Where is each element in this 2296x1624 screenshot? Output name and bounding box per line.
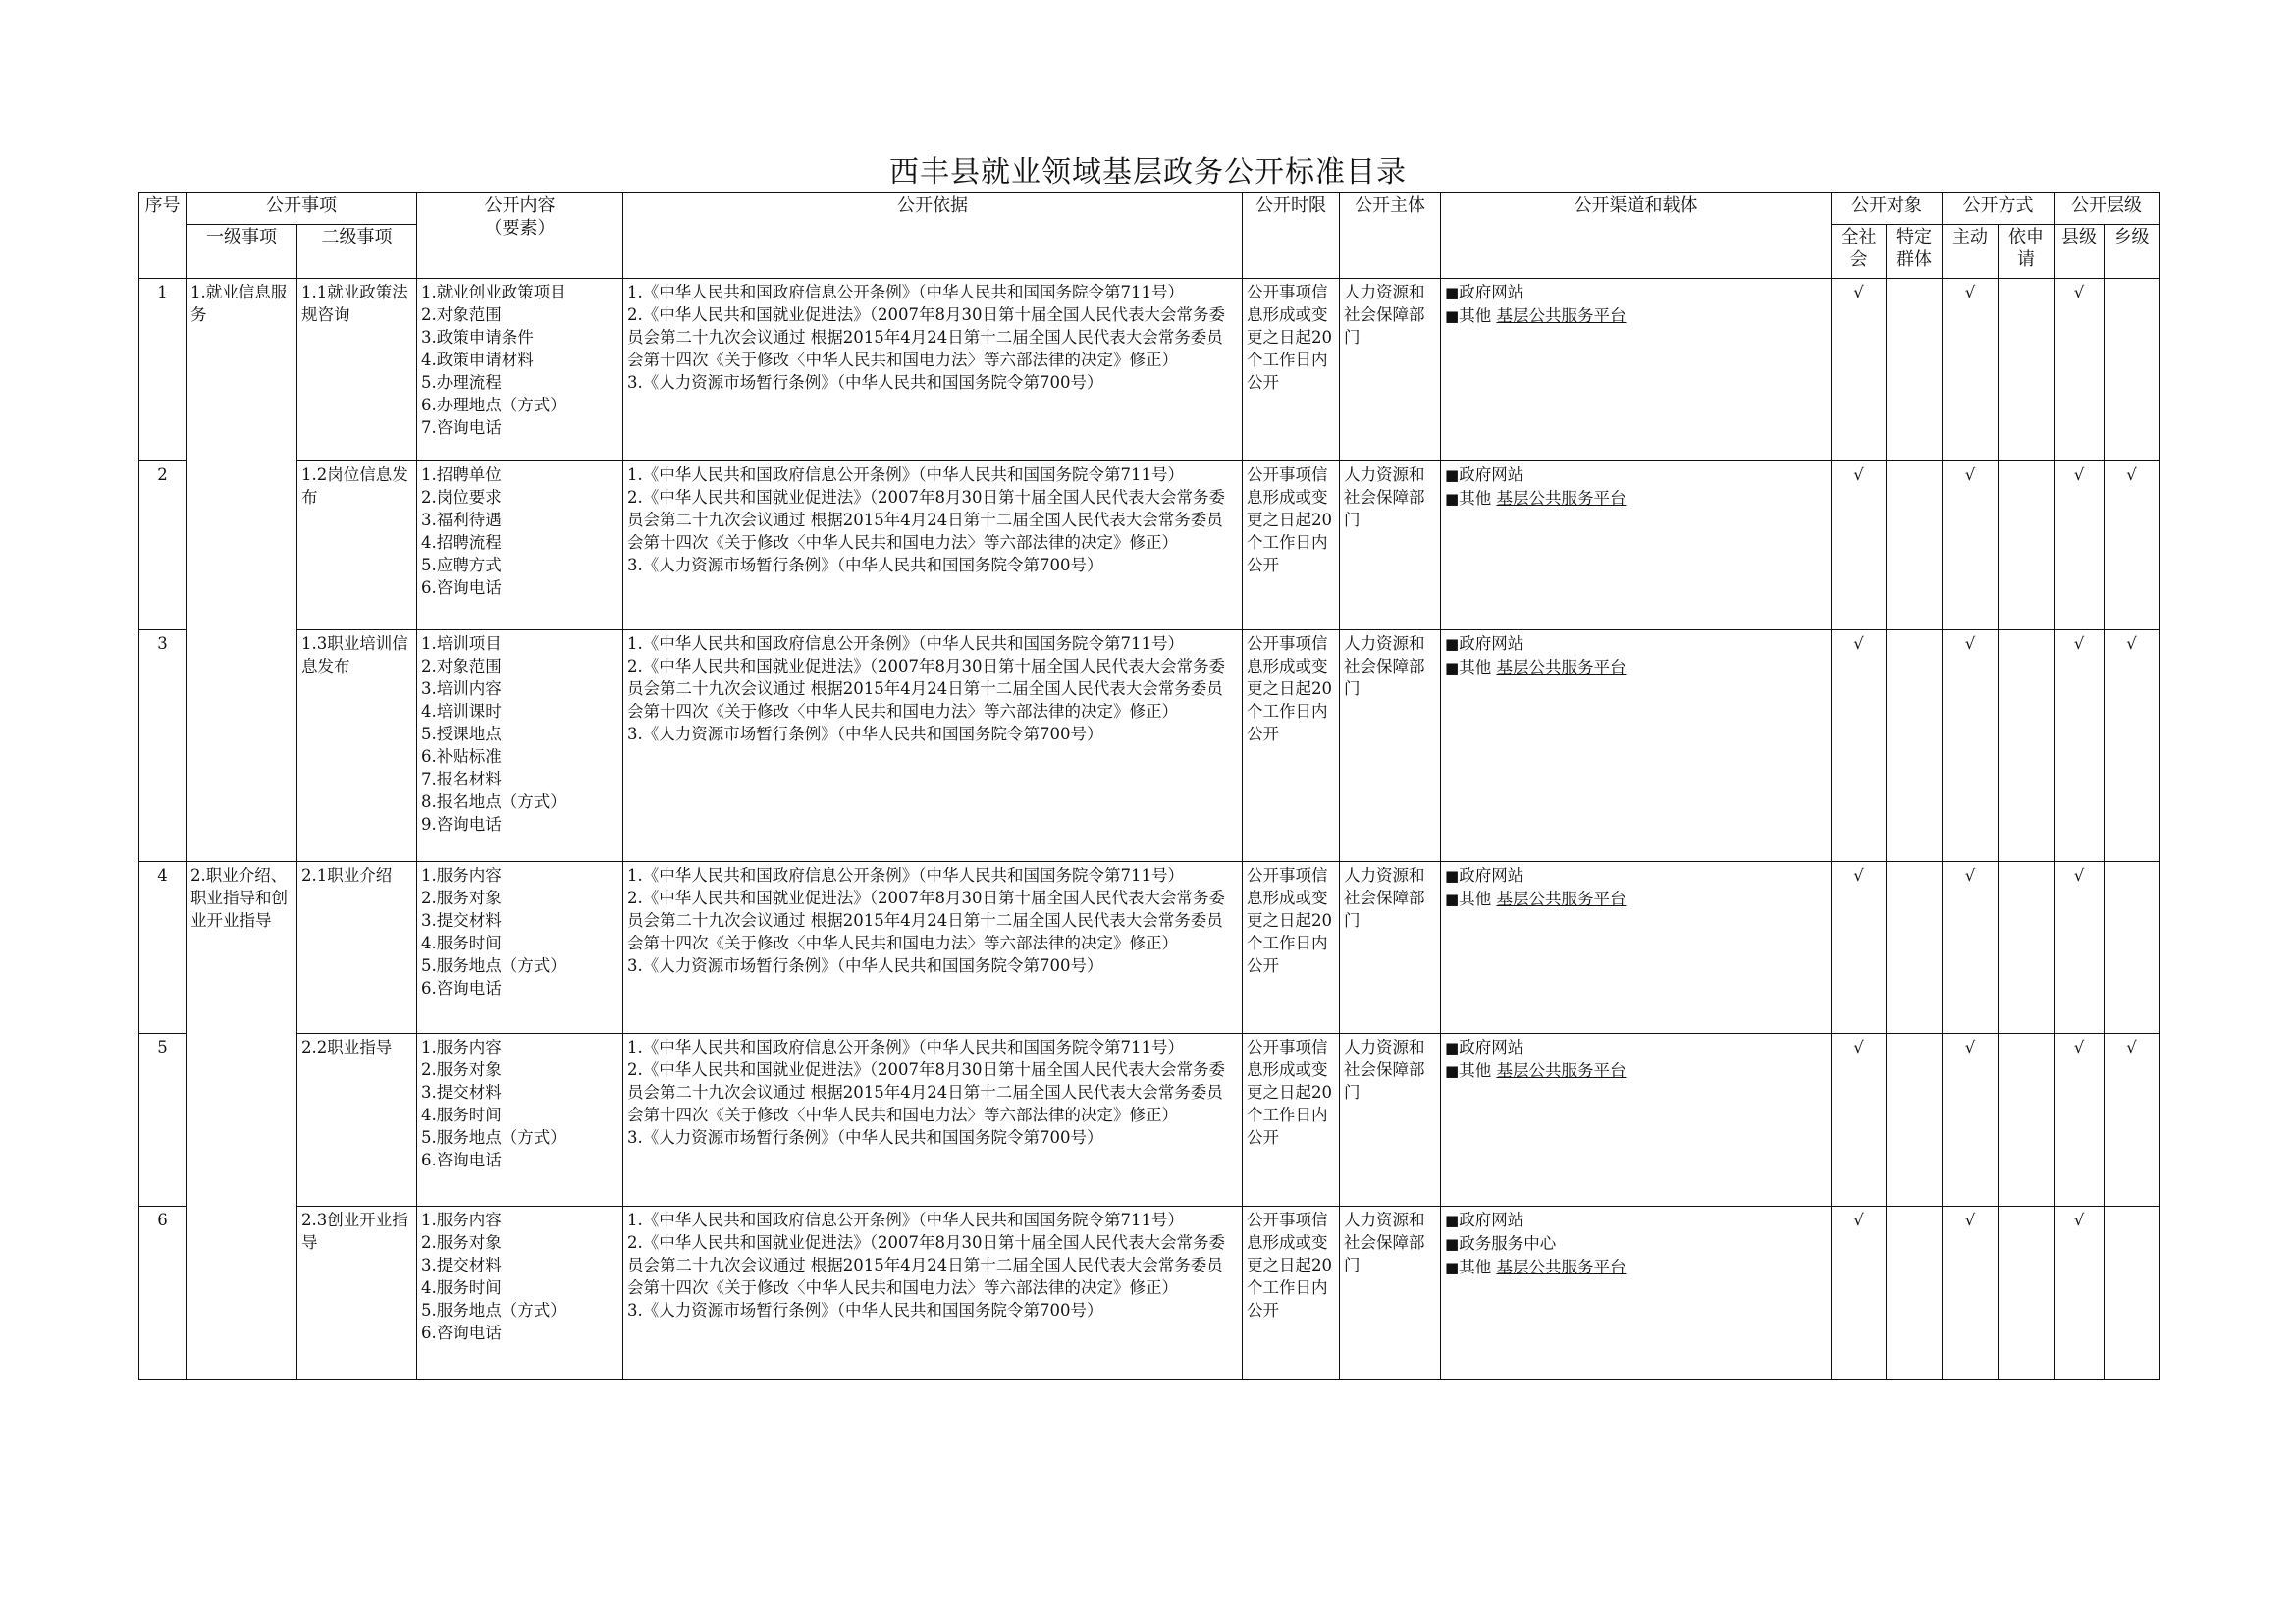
basis-item: 2.《中华人民共和国就业促进法》（2007年8月30日第十届全国人民代表大会常务委员会第二十九次会议通过 根据2015年4月24日第十二届全国人民代表大会常务委员会第十四次《关于修改〈中华人民共和国电力法〉等六部法律的决定》修正） bbox=[627, 488, 1225, 552]
basis-item: 2.《中华人民共和国就业促进法》（2007年8月30日第十届全国人民代表大会常务委员会第二十九次会议通过 根据2015年4月24日第十二届全国人民代表大会常务委员会第十四次《关于修改〈中华人民共和国电力法〉等六部法律的决定》修正） bbox=[627, 1233, 1225, 1297]
content-item: 7.报名材料 bbox=[421, 770, 502, 788]
basis-item: 2.《中华人民共和国就业促进法》（2007年8月30日第十届全国人民代表大会常务委员会第二十九次会议通过 根据2015年4月24日第十二届全国人民代表大会常务委员会第十四次《关于修改〈中华人民共和国电力法〉等六部法律的决定》修正） bbox=[627, 1060, 1225, 1124]
square-bullet-icon: ■ bbox=[1445, 867, 1460, 885]
check-special bbox=[1887, 461, 1943, 630]
channel-item bbox=[1445, 1232, 1827, 1256]
content-item: 2.对象范围 bbox=[421, 305, 502, 324]
content-item: 3.提交材料 bbox=[421, 911, 502, 930]
header-tier-county: 县级 bbox=[2055, 225, 2105, 279]
content-item: 3.政策申请条件 bbox=[421, 328, 534, 347]
table-row bbox=[139, 1207, 2160, 1380]
channel-item bbox=[1445, 304, 1827, 328]
check-county: √ bbox=[2055, 461, 2105, 630]
table-row bbox=[139, 630, 2160, 862]
channel-label: 其他 bbox=[1459, 306, 1492, 325]
cell-channel bbox=[1441, 279, 1832, 461]
channel-item bbox=[1445, 632, 1827, 656]
cell-content bbox=[417, 1034, 623, 1207]
content-item: 4.服务时间 bbox=[421, 934, 502, 952]
check-apply bbox=[1999, 862, 2055, 1034]
catalog-table bbox=[138, 192, 2160, 1380]
check-special bbox=[1887, 630, 1943, 862]
content-item: 6.咨询电话 bbox=[421, 979, 502, 998]
channel-label: 其他 bbox=[1459, 890, 1492, 908]
cell-content bbox=[417, 630, 623, 862]
cell-seq: 1 bbox=[139, 279, 187, 461]
channel-label: 其他 bbox=[1459, 658, 1492, 677]
content-item: 5.办理流程 bbox=[421, 373, 502, 392]
channel-extra: 基层公共服务平台 bbox=[1496, 658, 1627, 677]
header-target: 公开对象 bbox=[1832, 193, 1943, 225]
content-item: 2.服务对象 bbox=[421, 889, 502, 907]
channel-label: 政府网站 bbox=[1459, 634, 1524, 653]
channel-extra: 基层公共服务平台 bbox=[1496, 890, 1627, 908]
check-active: √ bbox=[1943, 279, 1999, 461]
square-bullet-icon: ■ bbox=[1445, 466, 1460, 484]
check-apply bbox=[1999, 279, 2055, 461]
cell-time: 公开事项信息形成或变更之日起20个工作日内公开 bbox=[1243, 630, 1340, 862]
header-tier-town: 乡级 bbox=[2105, 225, 2160, 279]
table-row bbox=[139, 862, 2160, 1034]
check-apply bbox=[1999, 461, 2055, 630]
channel-item bbox=[1445, 1036, 1827, 1059]
cell-subject: 人力资源和社会保障部门 bbox=[1340, 630, 1441, 862]
check-apply bbox=[1999, 1034, 2055, 1207]
cell-level1: 1.就业信息服务 bbox=[187, 279, 297, 862]
content-item: 1.服务内容 bbox=[421, 1038, 502, 1056]
cell-basis bbox=[623, 1034, 1243, 1207]
cell-content bbox=[417, 862, 623, 1034]
cell-time: 公开事项信息形成或变更之日起20个工作日内公开 bbox=[1243, 1207, 1340, 1380]
header-seq: 序号 bbox=[139, 193, 187, 279]
header-mode: 公开方式 bbox=[1943, 193, 2055, 225]
cell-level1: 2.职业介绍、职业指导和创业开业指导 bbox=[187, 862, 297, 1380]
square-bullet-icon: ■ bbox=[1445, 1062, 1460, 1080]
cell-basis bbox=[623, 1207, 1243, 1380]
content-item: 1.培训项目 bbox=[421, 634, 502, 653]
content-item: 4.培训课时 bbox=[421, 702, 502, 721]
check-county: √ bbox=[2055, 862, 2105, 1034]
cell-level2: 1.2岗位信息发布 bbox=[297, 461, 417, 630]
header-level2: 二级事项 bbox=[297, 225, 417, 279]
content-item: 2.服务对象 bbox=[421, 1060, 502, 1079]
check-apply bbox=[1999, 630, 2055, 862]
header-matter: 公开事项 bbox=[187, 193, 417, 225]
header-basis: 公开依据 bbox=[623, 193, 1243, 279]
content-item: 6.咨询电话 bbox=[421, 578, 502, 597]
check-town: √ bbox=[2105, 1034, 2160, 1207]
basis-item: 1.《中华人民共和国政府信息公开条例》（中华人民共和国国务院令第711号） bbox=[627, 1211, 1184, 1229]
check-active: √ bbox=[1943, 1034, 1999, 1207]
square-bullet-icon: ■ bbox=[1445, 1259, 1460, 1276]
header-content-label: 公开内容 bbox=[484, 195, 556, 216]
cell-subject: 人力资源和社会保障部门 bbox=[1340, 279, 1441, 461]
cell-content bbox=[417, 461, 623, 630]
check-special bbox=[1887, 279, 1943, 461]
check-active: √ bbox=[1943, 1207, 1999, 1380]
page-title: 西丰县就业领域基层政务公开标准目录 bbox=[889, 155, 1407, 189]
content-item: 2.服务对象 bbox=[421, 1233, 502, 1252]
header-content bbox=[417, 193, 623, 279]
header-time: 公开时限 bbox=[1243, 193, 1340, 279]
check-town: √ bbox=[2105, 630, 2160, 862]
channel-label: 其他 bbox=[1459, 1258, 1492, 1276]
check-active: √ bbox=[1943, 862, 1999, 1034]
content-item: 6.补贴标准 bbox=[421, 747, 502, 766]
content-item: 1.服务内容 bbox=[421, 866, 502, 885]
check-all: √ bbox=[1832, 461, 1887, 630]
basis-item: 2.《中华人民共和国就业促进法》（2007年8月30日第十届全国人民代表大会常务委员会第二十九次会议通过 根据2015年4月24日第十二届全国人民代表大会常务委员会第十四次《关于修改〈中华人民共和国电力法〉等六部法律的决定》修正） bbox=[627, 889, 1225, 952]
cell-basis bbox=[623, 862, 1243, 1034]
content-item: 5.授课地点 bbox=[421, 725, 502, 743]
content-item: 4.政策申请材料 bbox=[421, 351, 534, 369]
header-content-sub: （要素） bbox=[484, 218, 556, 239]
square-bullet-icon: ■ bbox=[1445, 307, 1460, 325]
content-item: 6.办理地点（方式） bbox=[421, 396, 566, 414]
square-bullet-icon: ■ bbox=[1445, 1235, 1460, 1253]
content-item: 1.招聘单位 bbox=[421, 465, 502, 484]
check-county: √ bbox=[2055, 1034, 2105, 1207]
content-item: 3.福利待遇 bbox=[421, 511, 502, 529]
channel-label: 政务服务中心 bbox=[1459, 1234, 1557, 1253]
cell-level2: 1.1就业政策法规咨询 bbox=[297, 279, 417, 461]
basis-item: 1.《中华人民共和国政府信息公开条例》（中华人民共和国国务院令第711号） bbox=[627, 283, 1184, 301]
cell-content bbox=[417, 279, 623, 461]
check-town bbox=[2105, 1207, 2160, 1380]
cell-time: 公开事项信息形成或变更之日起20个工作日内公开 bbox=[1243, 279, 1340, 461]
check-county: √ bbox=[2055, 1207, 2105, 1380]
channel-item bbox=[1445, 1059, 1827, 1083]
square-bullet-icon: ■ bbox=[1445, 659, 1460, 677]
content-item: 6.咨询电话 bbox=[421, 1151, 502, 1169]
header-row-1 bbox=[139, 193, 2160, 225]
content-item: 5.服务地点（方式） bbox=[421, 956, 566, 975]
header-tier: 公开层级 bbox=[2055, 193, 2160, 225]
table-row bbox=[139, 1034, 2160, 1207]
square-bullet-icon: ■ bbox=[1445, 635, 1460, 653]
header-target-all: 全社会 bbox=[1832, 225, 1887, 279]
channel-item bbox=[1445, 281, 1827, 304]
channel-extra: 基层公共服务平台 bbox=[1496, 1061, 1627, 1080]
square-bullet-icon: ■ bbox=[1445, 1212, 1460, 1229]
cell-basis bbox=[623, 461, 1243, 630]
basis-item: 3.《人力资源市场暂行条例》（中华人民共和国国务院令第700号） bbox=[627, 373, 1103, 392]
cell-seq: 3 bbox=[139, 630, 187, 862]
channel-item bbox=[1445, 463, 1827, 487]
basis-item: 1.《中华人民共和国政府信息公开条例》（中华人民共和国国务院令第711号） bbox=[627, 866, 1184, 885]
channel-item bbox=[1445, 656, 1827, 679]
cell-basis bbox=[623, 279, 1243, 461]
square-bullet-icon: ■ bbox=[1445, 1039, 1460, 1056]
cell-subject: 人力资源和社会保障部门 bbox=[1340, 862, 1441, 1034]
check-all: √ bbox=[1832, 630, 1887, 862]
header-level1: 一级事项 bbox=[187, 225, 297, 279]
cell-level2: 2.1职业介绍 bbox=[297, 862, 417, 1034]
check-town bbox=[2105, 862, 2160, 1034]
channel-item bbox=[1445, 487, 1827, 511]
content-item: 3.培训内容 bbox=[421, 679, 502, 698]
header-target-special: 特定群体 bbox=[1887, 225, 1943, 279]
basis-item: 2.《中华人民共和国就业促进法》（2007年8月30日第十届全国人民代表大会常务委员会第二十九次会议通过 根据2015年4月24日第十二届全国人民代表大会常务委员会第十四次《关于修改〈中华人民共和国电力法〉等六部法律的决定》修正） bbox=[627, 657, 1225, 721]
content-item: 5.服务地点（方式） bbox=[421, 1301, 566, 1320]
cell-time: 公开事项信息形成或变更之日起20个工作日内公开 bbox=[1243, 1034, 1340, 1207]
channel-item bbox=[1445, 888, 1827, 911]
basis-item: 1.《中华人民共和国政府信息公开条例》（中华人民共和国国务院令第711号） bbox=[627, 465, 1184, 484]
channel-item bbox=[1445, 1209, 1827, 1232]
content-item: 2.岗位要求 bbox=[421, 488, 502, 507]
check-county: √ bbox=[2055, 279, 2105, 461]
content-item: 9.咨询电话 bbox=[421, 815, 502, 834]
cell-channel bbox=[1441, 1034, 1832, 1207]
check-county: √ bbox=[2055, 630, 2105, 862]
check-all: √ bbox=[1832, 1034, 1887, 1207]
header-mode-apply: 依申请 bbox=[1999, 225, 2055, 279]
channel-item bbox=[1445, 864, 1827, 888]
cell-level2: 1.3职业培训信息发布 bbox=[297, 630, 417, 862]
content-item: 4.服务时间 bbox=[421, 1278, 502, 1297]
check-all: √ bbox=[1832, 1207, 1887, 1380]
content-item: 6.咨询电话 bbox=[421, 1324, 502, 1342]
cell-seq: 5 bbox=[139, 1034, 187, 1207]
header-mode-active: 主动 bbox=[1943, 225, 1999, 279]
cell-subject: 人力资源和社会保障部门 bbox=[1340, 1034, 1441, 1207]
cell-time: 公开事项信息形成或变更之日起20个工作日内公开 bbox=[1243, 862, 1340, 1034]
cell-subject: 人力资源和社会保障部门 bbox=[1340, 1207, 1441, 1380]
channel-extra: 基层公共服务平台 bbox=[1496, 1258, 1627, 1276]
table-row bbox=[139, 279, 2160, 461]
check-special bbox=[1887, 1034, 1943, 1207]
content-item: 5.应聘方式 bbox=[421, 556, 502, 574]
content-item: 8.报名地点（方式） bbox=[421, 792, 566, 811]
content-item: 1.就业创业政策项目 bbox=[421, 283, 566, 301]
cell-channel bbox=[1441, 461, 1832, 630]
cell-content bbox=[417, 1207, 623, 1380]
channel-label: 政府网站 bbox=[1459, 1211, 1524, 1229]
cell-time: 公开事项信息形成或变更之日起20个工作日内公开 bbox=[1243, 461, 1340, 630]
basis-item: 3.《人力资源市场暂行条例》（中华人民共和国国务院令第700号） bbox=[627, 1128, 1103, 1147]
check-town bbox=[2105, 279, 2160, 461]
square-bullet-icon: ■ bbox=[1445, 284, 1460, 301]
header-channel: 公开渠道和载体 bbox=[1441, 193, 1832, 279]
channel-label: 政府网站 bbox=[1459, 283, 1524, 301]
check-special bbox=[1887, 1207, 1943, 1380]
channel-label: 政府网站 bbox=[1459, 1038, 1524, 1056]
check-active: √ bbox=[1943, 630, 1999, 862]
header-subject: 公开主体 bbox=[1340, 193, 1441, 279]
channel-label: 政府网站 bbox=[1459, 866, 1524, 885]
cell-channel bbox=[1441, 630, 1832, 862]
cell-channel bbox=[1441, 862, 1832, 1034]
basis-item: 3.《人力资源市场暂行条例》（中华人民共和国国务院令第700号） bbox=[627, 1301, 1103, 1320]
channel-label: 其他 bbox=[1459, 489, 1492, 508]
cell-level2: 2.3创业开业指导 bbox=[297, 1207, 417, 1380]
channel-item bbox=[1445, 1256, 1827, 1279]
channel-label: 政府网站 bbox=[1459, 465, 1524, 484]
square-bullet-icon: ■ bbox=[1445, 490, 1460, 508]
cell-channel bbox=[1441, 1207, 1832, 1380]
basis-item: 3.《人力资源市场暂行条例》（中华人民共和国国务院令第700号） bbox=[627, 556, 1103, 574]
content-item: 7.咨询电话 bbox=[421, 418, 502, 437]
basis-item: 1.《中华人民共和国政府信息公开条例》（中华人民共和国国务院令第711号） bbox=[627, 634, 1184, 653]
check-special bbox=[1887, 862, 1943, 1034]
cell-seq: 4 bbox=[139, 862, 187, 1034]
cell-basis bbox=[623, 630, 1243, 862]
cell-seq: 2 bbox=[139, 461, 187, 630]
square-bullet-icon: ■ bbox=[1445, 891, 1460, 908]
cell-seq: 6 bbox=[139, 1207, 187, 1380]
content-item: 3.提交材料 bbox=[421, 1083, 502, 1102]
cell-level2: 2.2职业指导 bbox=[297, 1034, 417, 1207]
channel-label: 其他 bbox=[1459, 1061, 1492, 1080]
check-active: √ bbox=[1943, 461, 1999, 630]
content-item: 2.对象范围 bbox=[421, 657, 502, 676]
content-item: 3.提交材料 bbox=[421, 1256, 502, 1274]
table-row bbox=[139, 461, 2160, 630]
content-item: 1.服务内容 bbox=[421, 1211, 502, 1229]
channel-extra: 基层公共服务平台 bbox=[1496, 489, 1627, 508]
channel-extra: 基层公共服务平台 bbox=[1496, 306, 1627, 325]
content-item: 5.服务地点（方式） bbox=[421, 1128, 566, 1147]
cell-subject: 人力资源和社会保障部门 bbox=[1340, 461, 1441, 630]
basis-item: 1.《中华人民共和国政府信息公开条例》（中华人民共和国国务院令第711号） bbox=[627, 1038, 1184, 1056]
basis-item: 2.《中华人民共和国就业促进法》（2007年8月30日第十届全国人民代表大会常务委员会第二十九次会议通过 根据2015年4月24日第十二届全国人民代表大会常务委员会第十四次《关于修改〈中华人民共和国电力法〉等六部法律的决定》修正） bbox=[627, 305, 1225, 369]
basis-item: 3.《人力资源市场暂行条例》（中华人民共和国国务院令第700号） bbox=[627, 956, 1103, 975]
basis-item: 3.《人力资源市场暂行条例》（中华人民共和国国务院令第700号） bbox=[627, 725, 1103, 743]
check-all: √ bbox=[1832, 862, 1887, 1034]
content-item: 4.服务时间 bbox=[421, 1106, 502, 1124]
check-apply bbox=[1999, 1207, 2055, 1380]
content-item: 4.招聘流程 bbox=[421, 533, 502, 552]
check-town: √ bbox=[2105, 461, 2160, 630]
check-all: √ bbox=[1832, 279, 1887, 461]
